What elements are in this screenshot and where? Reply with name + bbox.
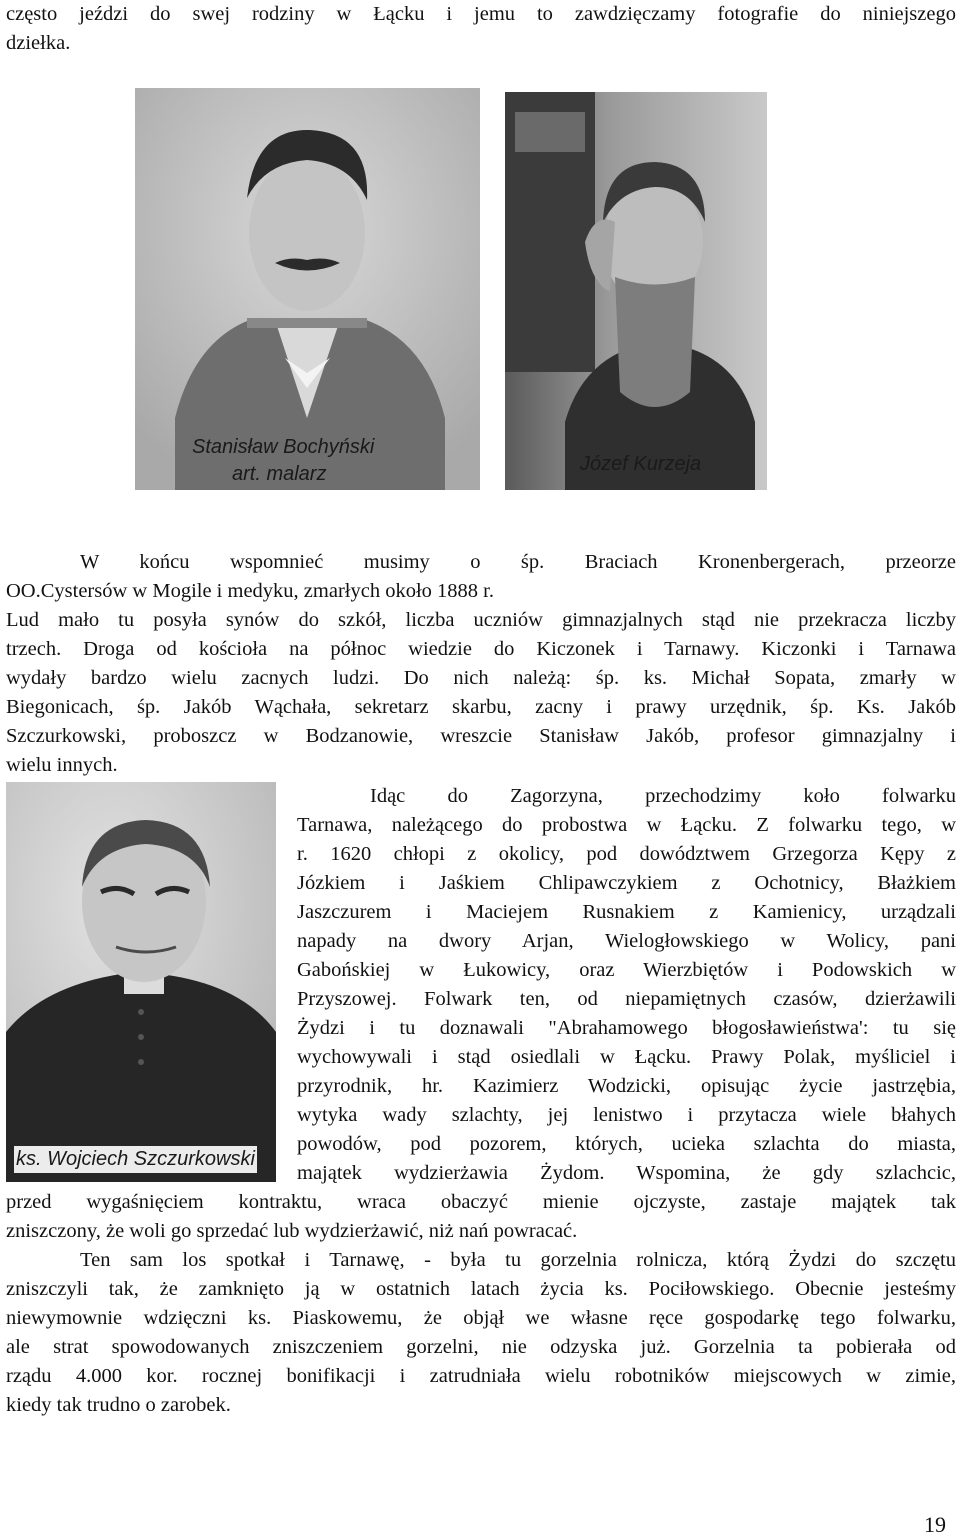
text-line: Przyszowej. Folwark ten, od niepamiętnych czasów, dzierżawili xyxy=(297,988,956,1010)
photo-szczurkowski xyxy=(6,782,276,1182)
text-line: przed wygaśnięciem kontraktu, wraca obaczyć mienie ojczyste, zastaje majątek tak xyxy=(6,1191,956,1213)
text-line: W końcu wspomnieć musimy o śp. Braciach Kronenbergerach, przeorze xyxy=(80,551,956,573)
text-line: wielu innych. xyxy=(6,754,118,776)
text-line: Józkiem i Jaśkiem Chlipawczykiem z Ochotnicy, Błażkiem xyxy=(297,872,956,894)
text-line: Biegonicach, śp. Jakób Wąchała, sekretarz skarbu, zacny i prawy urzędnik, śp. Ks. Jakób xyxy=(6,696,956,718)
text-line: OO.Cystersów w Mogile i medyku, zmarłych około 1888 r. xyxy=(6,580,494,602)
text-line: niewymownie wdzięczni ks. Piaskowemu, że objął we własne ręce gospodarkę tego folwarku, xyxy=(6,1307,956,1329)
text-line: trzech. Droga od kościoła na północ wiedzie do Kiczonek i Tarnawy. Kiczonki i Tarnawa xyxy=(6,638,956,660)
text-line: napady na dwory Arjan, Wielogłowskiego w Wolicy, pani xyxy=(297,930,956,952)
text-line: kiedy tak trudno o zarobek. xyxy=(6,1394,231,1416)
text-line: powodów, pod pozorem, których, ucieka szlachta do miasta, xyxy=(297,1133,956,1155)
text-line: Gabońskiej w Łukowicy, oraz Wierzbiętów i Podowskich w xyxy=(297,959,956,981)
photo-kurzeja xyxy=(505,92,767,490)
text-line: Żydzi i tu doznawali "Abrahamowego błogosławieństwa': tu się xyxy=(297,1017,956,1039)
text-line: Szczurkowski, proboszcz w Bodzanowie, wreszcie Stanisław Jakób, profesor gimnazjalny i xyxy=(6,725,956,747)
text-line: r. 1620 chłopi z okolicy, pod dowództwem Grzegorza Kępy z xyxy=(297,843,956,865)
text-line: Jaszczurem i Maciejem Rusnakiem z Kamienicy, urządzali xyxy=(297,901,956,923)
text-line: Ten sam los spotkał i Tarnawę, - była tu gorzelnia rolnicza, którą Żydzi do szczętu xyxy=(80,1249,956,1271)
portrait-kurzeja-image xyxy=(505,92,767,490)
text-line: zniszczyli tak, że zamknięto ją w ostatnich latach życia ks. Pociłowskiego. Obecnie jesteśmy xyxy=(6,1278,956,1300)
text-line: dziełka. xyxy=(6,32,71,54)
text-line: zniszczony, że woli go sprzedać lub wydzierżawić, niż nań powracać. xyxy=(6,1220,578,1242)
text-line: wytyka wady szlachty, jej lenistwo i przytacza wiele błahych xyxy=(297,1104,956,1126)
portrait-szczurkowski-image xyxy=(6,782,276,1182)
caption-kurzeja: Józef Kurzeja xyxy=(580,453,702,475)
caption-bochynski-name: Stanisław Bochyński xyxy=(192,436,375,458)
text-line: wydały bardzo wielu zacnych ludzi. Do nich należą: śp. ks. Michał Sopata, zmarły w xyxy=(6,667,956,689)
text-line: ale strat spowodowanych zniszczeniem gorzelni, nie odzyska już. Gorzelnia ta pobierała od xyxy=(6,1336,956,1358)
portrait-bochynski-image xyxy=(135,88,480,490)
caption-szczurkowski: ks. Wojciech Szczurkowski xyxy=(14,1146,257,1173)
page-number: 19 xyxy=(924,1512,946,1537)
text-line: często jeździ do swej rodziny w Łącku i jemu to zawdzięczamy fotografie do niniejszego xyxy=(6,3,956,25)
text-line: Tarnawa, należącego do probostwa w Łącku. Z folwarku tego, w xyxy=(297,814,956,836)
caption-bochynski-title: art. malarz xyxy=(232,463,327,485)
text-line: Lud mało tu posyła synów do szkół, liczba uczniów gimnazjalnych stąd nie przekracza liczby xyxy=(6,609,956,631)
text-line: majątek wydzierżawia Żydom. Wspomina, że gdy szlachcic, xyxy=(297,1162,956,1184)
text-line: rządu 4.000 kor. rocznej bonifikacji i zatrudniała wielu robotników miejscowych w zimie, xyxy=(6,1365,956,1387)
text-line: wychowywali i stąd osiedlali w Łącku. Prawy Polak, myśliciel i xyxy=(297,1046,956,1068)
text-line: Idąc do Zagorzyna, przechodzimy koło folwarku xyxy=(370,785,956,807)
photo-bochynski xyxy=(135,88,480,490)
text-line: przyrodnik, hr. Kazimierz Wodzicki, opisując życie jastrzębia, xyxy=(297,1075,956,1097)
